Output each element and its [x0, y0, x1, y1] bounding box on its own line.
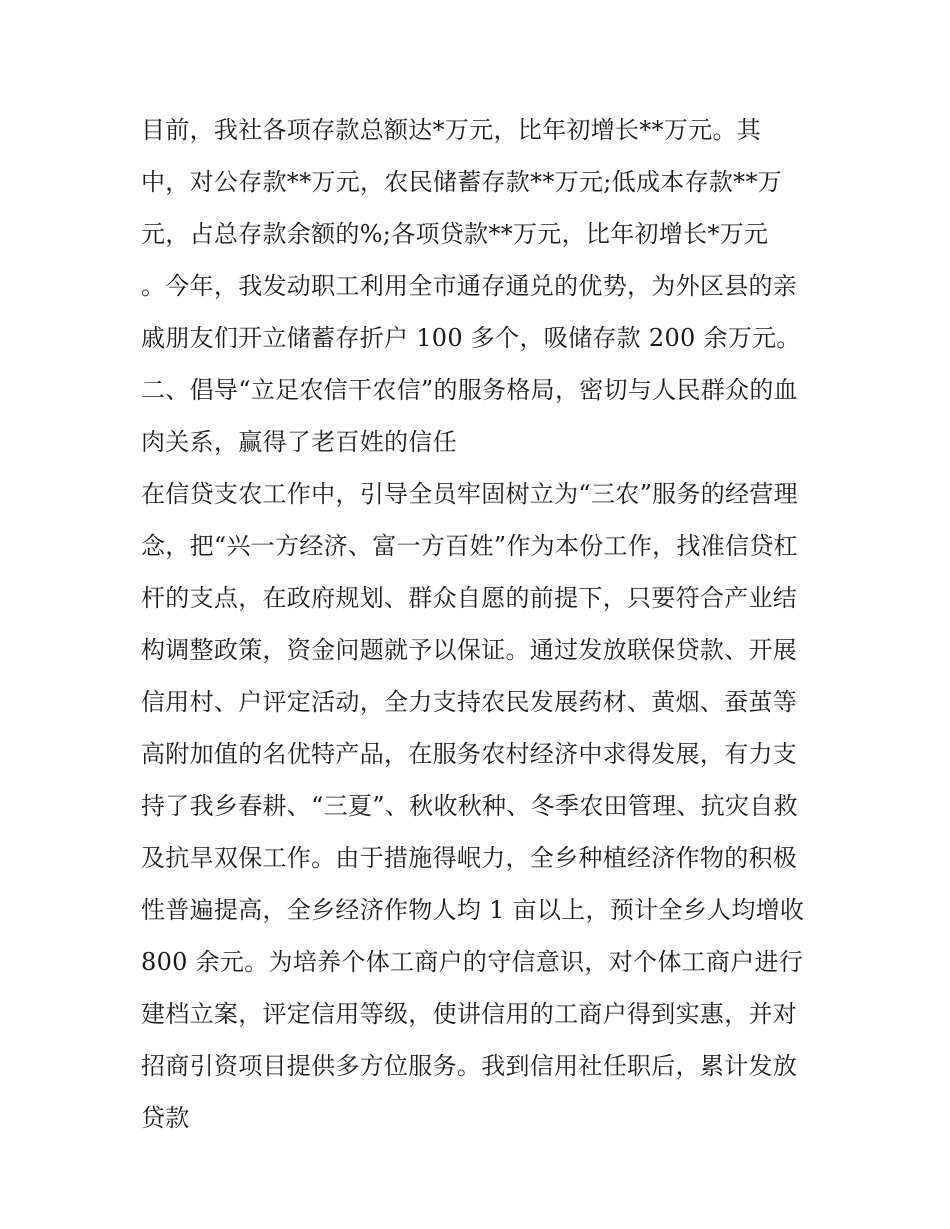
text-line: 及抗旱双保工作。由于措施得岷力，全乡种植经济作物的积极 — [141, 844, 798, 872]
text-line: 元，占总存款余额的%;各项贷款**万元，比年初增长*万元 — [141, 220, 769, 248]
text-line: 贷款 — [141, 1104, 190, 1132]
text-line: 杆的支点，在政府规划、群众自愿的前提下，只要符合产业结 — [141, 584, 798, 612]
text-line: 戚朋友们开立储蓄存折户 100 多个，吸储存款 200 余万元。 — [141, 324, 801, 352]
text-line: 目前，我社各项存款总额达*万元，比年初增长**万元。其 — [141, 116, 762, 144]
text-line: 。今年，我发动职工利用全市通存通兑的优势，为外区县的亲 — [141, 272, 798, 300]
document-body — [141, 104, 821, 1144]
text-line: 构调整政策，资金问题就予以保证。通过发放联保贷款、开展 — [141, 636, 798, 664]
text-line: 中，对公存款**万元，农民储蓄存款**万元;低成本存款**万 — [141, 168, 783, 196]
text-line: 信用村、户评定活动，全力支持农民发展药材、黄烟、蚕茧等 — [141, 688, 798, 716]
text-line: 招商引资项目提供多方位服务。我到信用社任职后，累计发放 — [141, 1052, 798, 1080]
text-line: 念，把“兴一方经济、富一方百姓”作为本份工作，找准信贷杠 — [141, 532, 798, 560]
section-heading-line: 肉关系，赢得了老百姓的信任 — [141, 428, 457, 456]
section-heading-line: 二、倡导“立足农信干农信”的服务格局，密切与人民群众的血 — [141, 376, 798, 404]
text-line: 性普遍提高，全乡经济作物人均 1 亩以上，预计全乡人均增收 — [141, 896, 805, 924]
text-line: 持了我乡春耕、“三夏”、秋收秋种、冬季农田管理、抗灾自救 — [141, 792, 798, 820]
text-line: 建档立案，评定信用等级，使讲信用的工商户得到实惠，并对 — [141, 1000, 798, 1028]
text-line: 800 余元。为培养个体工商户的守信意识，对个体工商户进行 — [141, 948, 804, 976]
text-line: 高附加值的名优特产品，在服务农村经济中求得发展，有力支 — [141, 740, 798, 768]
text-line: 在信贷支农工作中，引导全员牢固树立为“三农”服务的经营理 — [141, 480, 798, 508]
